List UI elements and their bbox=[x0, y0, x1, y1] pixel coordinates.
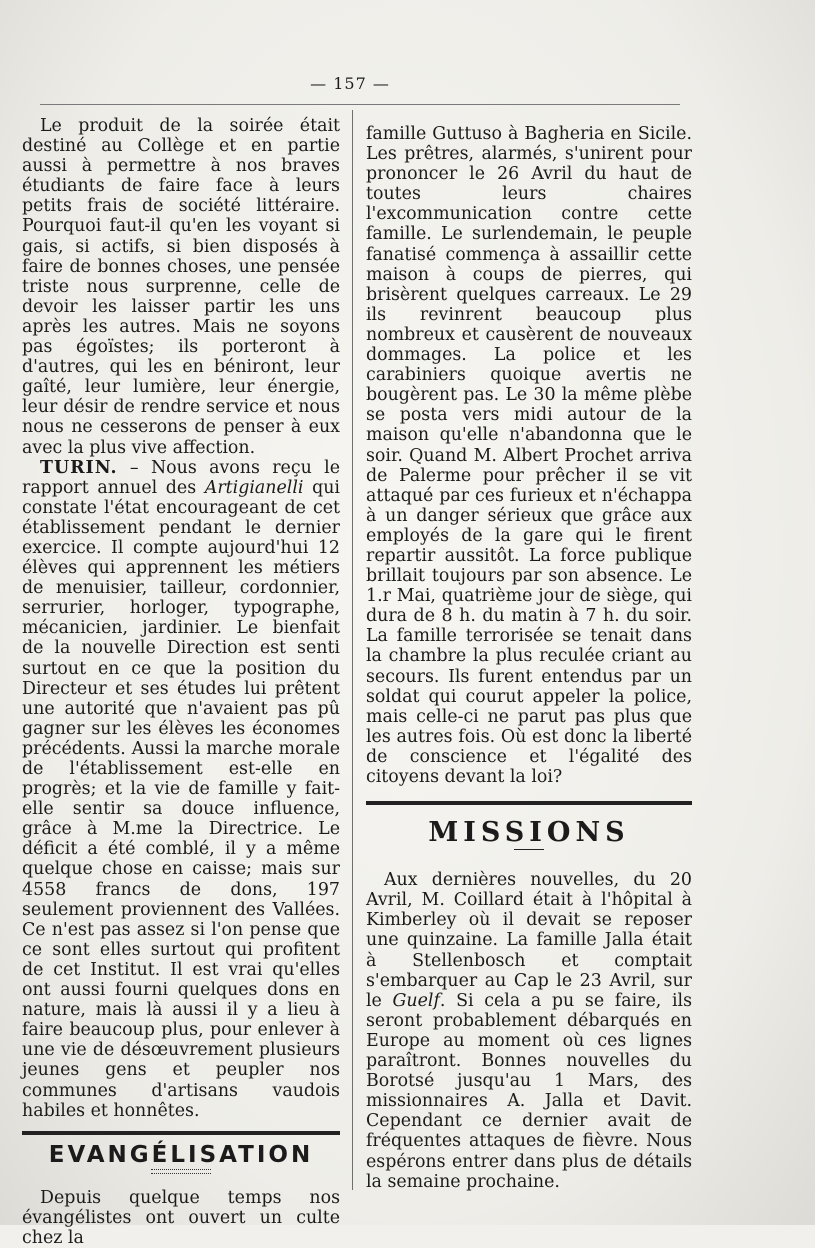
turin-lead: TURIN. bbox=[40, 457, 118, 478]
evangelisation-heading: EVANGÉLISATION bbox=[48, 1141, 314, 1168]
page-number: — 157 — bbox=[310, 74, 390, 93]
heading-ornament bbox=[514, 849, 544, 850]
missions-text-a: Aux dernières nouvelles, du 20 Avril, M. Coillard était à l'hôpital à Kimberley où il devait se reposer une quinzaine. La famille Jalla était à Stellenbosch et comptait s'embarquer au Cap le 23 Avril, sur le bbox=[366, 870, 692, 1011]
column-divider bbox=[352, 110, 353, 1190]
evangelisation-paragraph: Depuis quelque temps nos évangélistes ont ouvert un culte chez la bbox=[22, 1187, 340, 1248]
header-rule bbox=[40, 104, 680, 105]
bagheria-paragraph: famille Guttuso à Bagheria en Sicile. Les prêtres, alarmés, s'unirent pour prononcer le 26 Avril du haut de toutes leurs chaires l'excommunication contre cette famille. Le surlendemain, le peuple fanatisé commença à assaillir cette maison à coups de pierres, qui brisèrent quelques carreaux. Le 29 ils revinrent beaucoup plus nombreux et causèrent de nouveaux dommages. La police et les carabiniers quoique avertis ne bougèrent pas. Le 30 la même plèbe se posta vers midi autour de la maison qu'elle n'abandonna que le soir. Quand M. Albert Prochet arriva de Palerme pour prêcher il se vit attaqué par ces furieux et n'échappa à un danger sérieux que grâce aux employés de la gare qui le firent repartir aussitôt. La force publique brillait toujours par son absence. Le 1.r Mai, quatrième jour de siège, qui dura de 8 h. du matin à 7 h. du soir. La famille terrorisée se tenait dans la chambre la plus reculée criant au secours. Ils furent entendus par un soldat qui courut appeler la police, mais celle-ci ne parut pas plus que les autres fois. Où est donc la liberté de conscience et l'égalité des citoyens devant la loi? bbox=[366, 124, 692, 787]
turin-italic: Artigianelli bbox=[204, 477, 304, 498]
right-column bbox=[366, 124, 692, 1192]
turin-text-a: – Nous avons reçu le rapport annuel des bbox=[22, 457, 340, 498]
college-paragraph: Le produit de la soirée était destiné au Collège et en partie aussi à permettre à nos braves étudiants de faire face à leurs petits frais de société littéraire. Pourquoi faut-il qu'en les voyant si gais, si actifs, si bien disposés à faire de bonnes choses, une pensée triste nous surprenne, celle de devoir les laisser partir les uns après les autres. Mais ne soyons pas égoïstes; ils porteront à d'autres, qui les en béniront, leur gaîté, leur lumière, leur énergie, leur désir de rendre service et nous nous ne cesserons de penser à eux avec la plus vive affection. bbox=[22, 116, 340, 458]
turin-paragraph bbox=[22, 458, 340, 1121]
heading-ornament bbox=[151, 1169, 211, 1174]
missions-text-b: . Si cela a pu se faire, ils seront probablement débarqués en Europe au moment où ces lignes paraîtront. Bonnes nouvelles du Borotsé jusqu'au 1 Mars, des missionnaires A. Jalla et Davit. Cependant ce dernier avait de fréquentes attaques de fièvre. Nous espérons entrer dans plus de détails la semaine prochaine. bbox=[366, 990, 692, 1192]
ship-name: Guelf bbox=[392, 990, 440, 1011]
left-column bbox=[22, 116, 340, 1248]
section-rule bbox=[22, 1131, 340, 1135]
section-rule bbox=[366, 801, 692, 805]
missions-heading: MISSIONS bbox=[428, 817, 630, 849]
missions-paragraph bbox=[366, 870, 692, 1192]
turin-text-b: qui constate l'état encourageant de cet établissement pendant le dernier exercice. Il compte aujourd'hui 12 élèves qui apprennent les métiers de menuisier, tailleur, cordonnier, serrurier, horloger, typographe, mécanicien, jardinier. Le bienfait de la nouvelle Direction est senti surtout en ce que la position du Directeur et ses études lui prêtent une autorité que n'avaient pas pû gagner sur les élèves les économes précédents. Aussi la marche morale de l'établissement est-elle en progrès; et la vie de famille y fait-elle sentir sa douce influence, grâce à M.me la Directrice. Le déficit a été comblé, il y a même quelque chose en caisse; mais sur 4558 francs de dons, 197 seulement proviennent des Vallées. Ce n'est pas assez si l'on pense que ce sont elles surtout qui profitent de cet Institut. Il est vrai qu'elles ont aussi fourni quelques dons en nature, mais là aussi il y a lieu à faire beaucoup plus, pour enlever à une vie de désœuvrement plusieurs jeunes gens et peupler nos communes d'artisans vaudois habiles et honnêtes. bbox=[22, 477, 340, 1121]
